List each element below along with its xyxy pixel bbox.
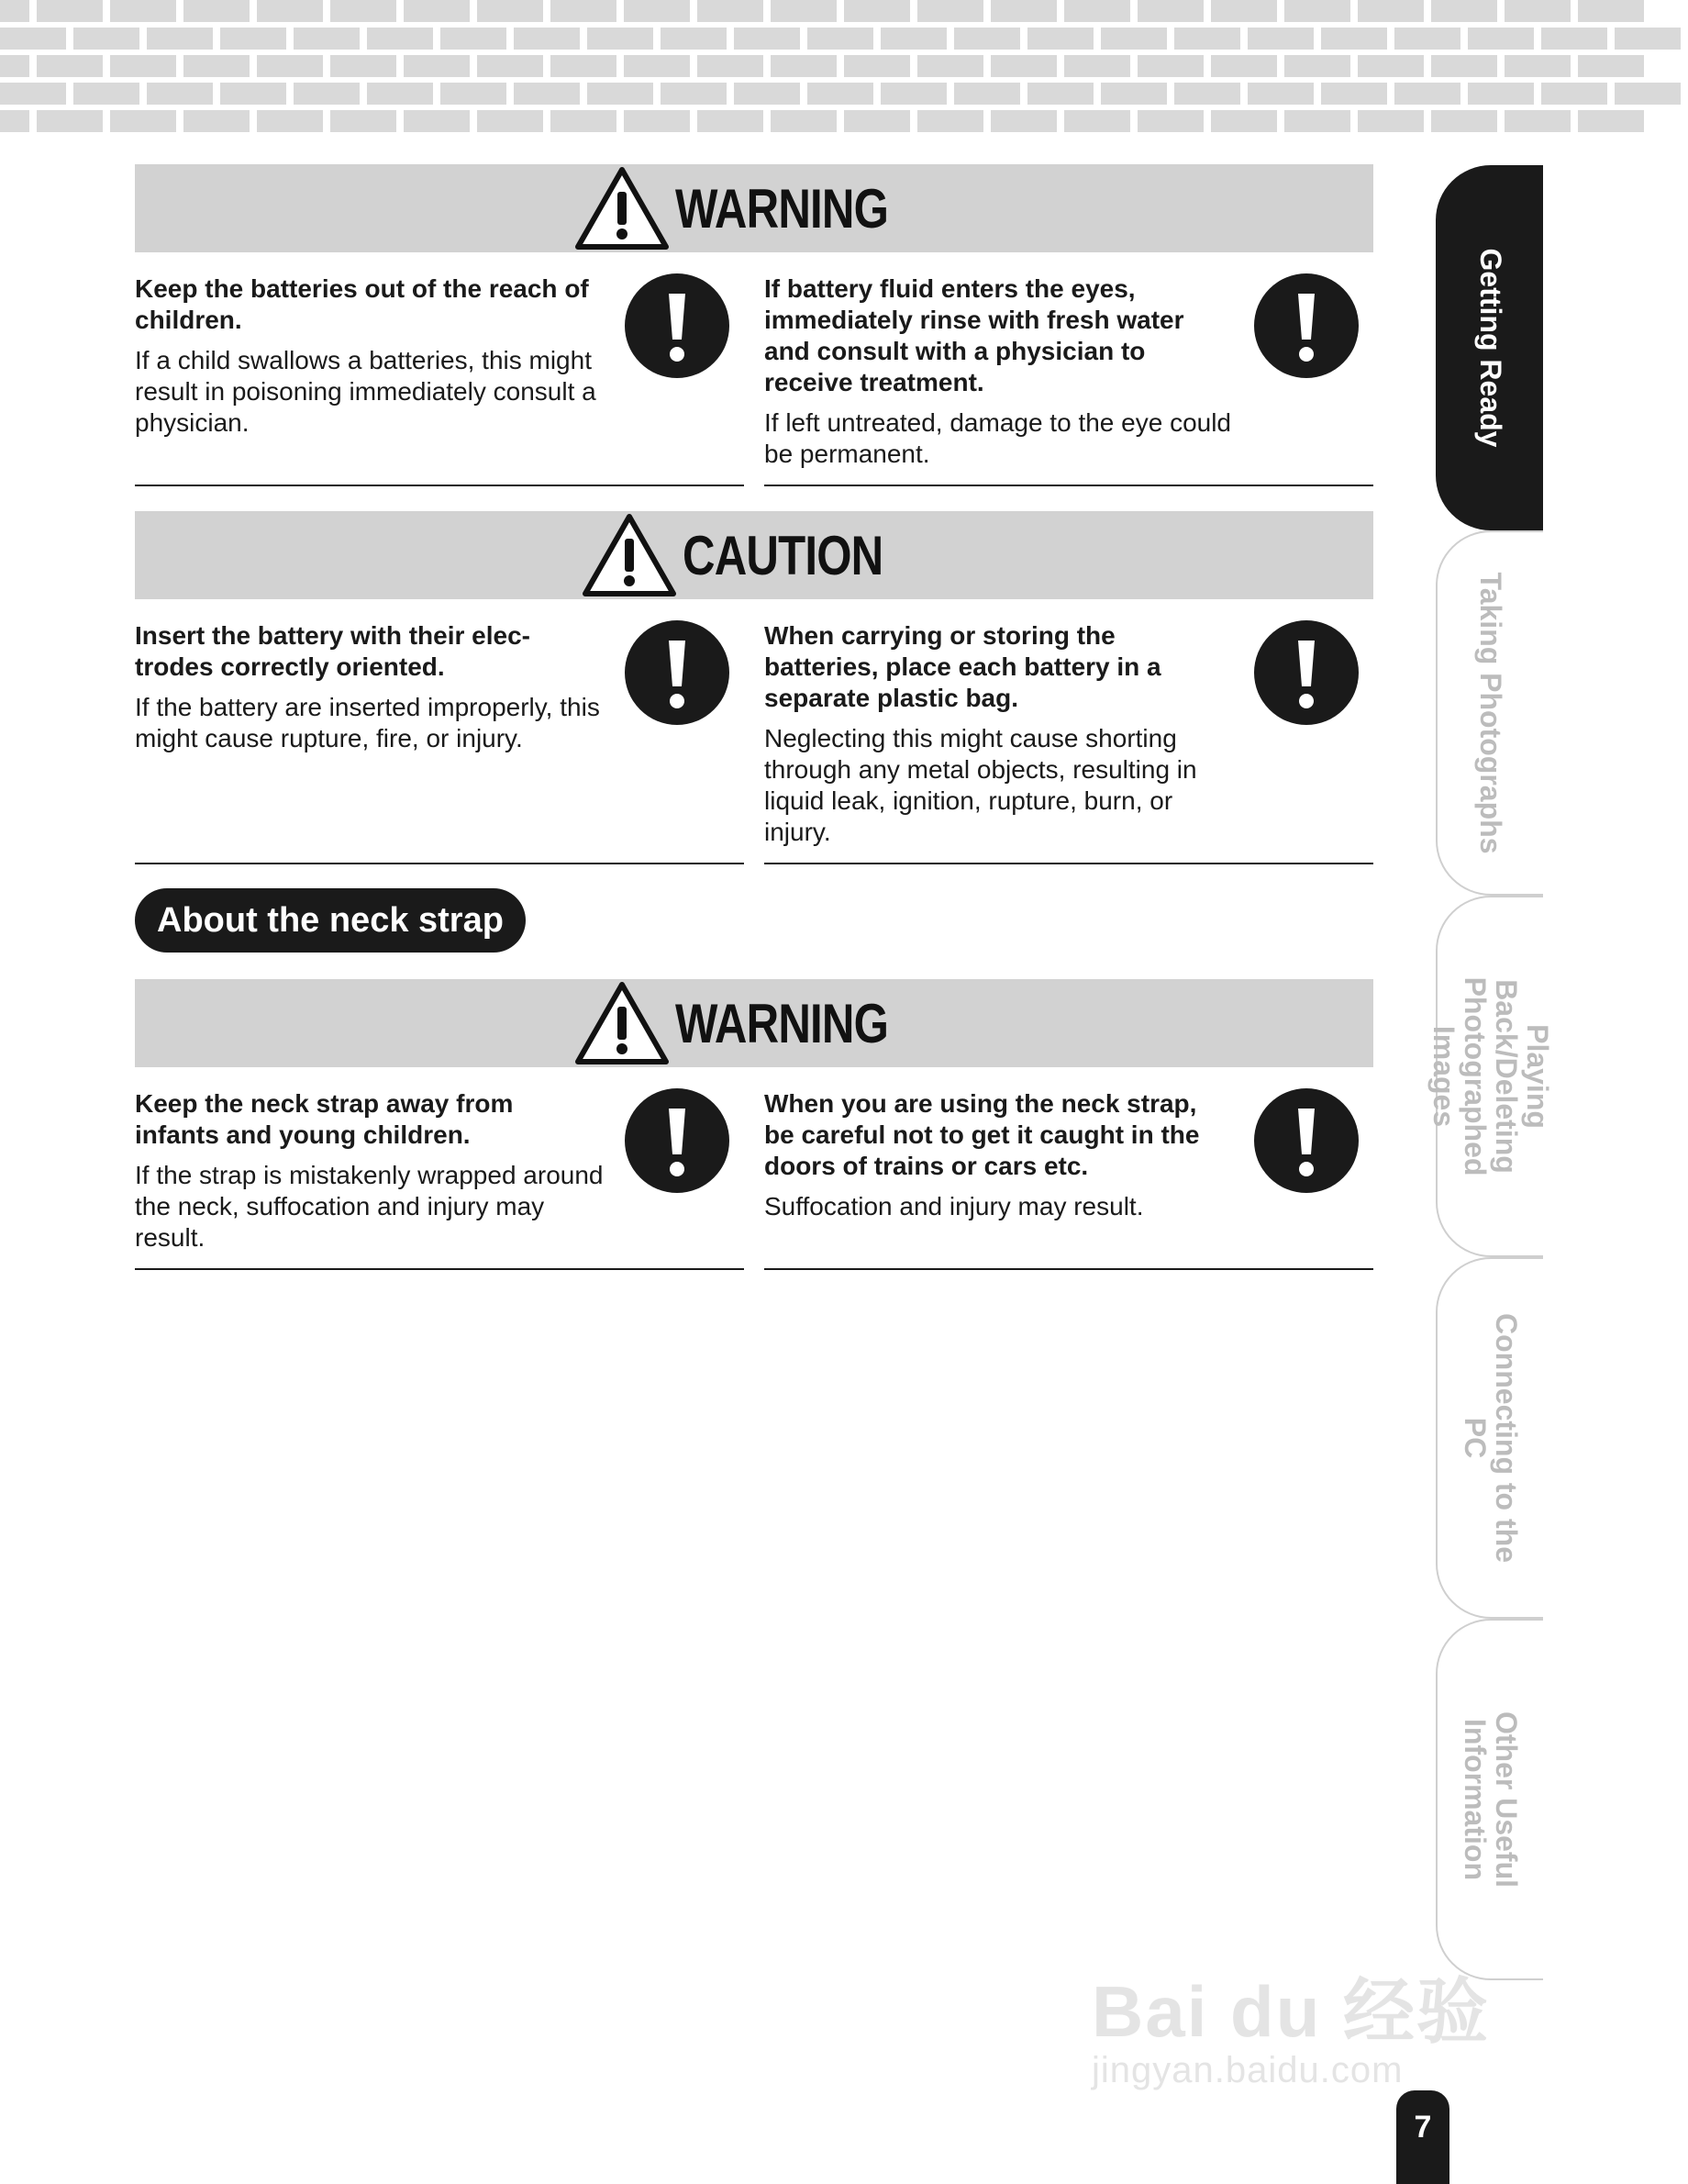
brick [367, 83, 433, 105]
item-body: If the battery are inserted improperly, this might cause rupture, fire, or injury. [135, 693, 600, 752]
brick [0, 110, 29, 132]
brick [257, 110, 323, 132]
tab-label: Connecting to the PC [1458, 1313, 1523, 1563]
tab-connecting-to-pc[interactable] [1436, 1257, 1543, 1619]
brick [404, 55, 470, 77]
brick [1431, 55, 1497, 77]
brick [110, 110, 176, 132]
brick [1615, 83, 1681, 105]
brick [404, 0, 470, 22]
brick [1101, 83, 1167, 105]
brick [1284, 110, 1350, 132]
brick [110, 0, 176, 22]
brick [624, 110, 690, 132]
brick [587, 28, 653, 50]
brick [1578, 55, 1644, 77]
brick [587, 83, 653, 105]
brick [1394, 28, 1460, 50]
tab-label: Getting Ready [1473, 248, 1507, 448]
brick [1138, 55, 1204, 77]
brick [183, 110, 250, 132]
brick [477, 0, 543, 22]
brick [294, 28, 360, 50]
item-heading: Insert the battery with their elec- trodes correctly oriented. [135, 621, 530, 681]
tab-label: Other Useful Information [1458, 1710, 1523, 1889]
brick [183, 0, 250, 22]
mandatory-action-icon [1254, 620, 1359, 725]
mandatory-action-icon [625, 1088, 729, 1193]
brick-pattern-header [0, 0, 1541, 134]
brick [881, 28, 947, 50]
neck-strap-subheading: About the neck strap [135, 888, 526, 953]
brick [220, 83, 286, 105]
item-heading: Keep the neck strap away from infants and young children. [135, 1089, 514, 1149]
brick [110, 55, 176, 77]
brick [1248, 28, 1314, 50]
brick [37, 55, 103, 77]
mandatory-action-icon [625, 620, 729, 725]
brick [917, 110, 983, 132]
brick [991, 110, 1057, 132]
brick [1431, 110, 1497, 132]
brick [624, 0, 690, 22]
brick [1138, 110, 1204, 132]
brick [0, 55, 29, 77]
banner-title: CAUTION [682, 524, 883, 586]
item-body: If the strap is mistakenly wrapped around the neck, suffocation and injury may result. [135, 1161, 604, 1252]
banner-title: WARNING [674, 177, 888, 240]
brick [771, 0, 837, 22]
brick [257, 55, 323, 77]
item-body: If left untreated, damage to the eye could be permanent. [764, 408, 1232, 468]
brick [1101, 28, 1167, 50]
brick [550, 0, 616, 22]
brick [1321, 28, 1387, 50]
mandatory-action-icon [1254, 1088, 1359, 1193]
brick [37, 110, 103, 132]
brick [1211, 55, 1277, 77]
warning-item [764, 273, 1373, 486]
brick [330, 55, 396, 77]
brick [807, 28, 873, 50]
brick [294, 83, 360, 105]
brick [1064, 110, 1130, 132]
item-body: If a child swallows a batteries, this might result in poisoning immediately consult a physician. [135, 346, 596, 437]
warning-triangle-icon [574, 166, 670, 251]
brick [37, 0, 103, 22]
item-heading: When you are using the neck strap, be careful not to get it caught in the doors of trains or cars etc. [764, 1089, 1200, 1180]
baidu-watermark [1092, 1955, 1490, 2091]
brick [807, 83, 873, 105]
brick [1211, 0, 1277, 22]
caution-item [764, 620, 1373, 864]
brick [881, 83, 947, 105]
brick [440, 28, 506, 50]
brick [1064, 55, 1130, 77]
warning-item [135, 1088, 744, 1270]
brick [624, 55, 690, 77]
brick [1138, 0, 1204, 22]
watermark-sub: jingyan.baidu.com [1092, 2050, 1404, 2090]
brick [183, 55, 250, 77]
brick [1284, 55, 1350, 77]
brick [1358, 55, 1424, 77]
caution-triangle-icon [582, 513, 677, 597]
brick [734, 83, 800, 105]
brick [0, 28, 66, 50]
brick [771, 55, 837, 77]
brick [0, 0, 29, 22]
brick [220, 28, 286, 50]
brick [844, 55, 910, 77]
tab-label: Taking Photographs [1473, 572, 1507, 854]
brick [734, 28, 800, 50]
tab-other-useful-information[interactable] [1436, 1619, 1543, 1980]
brick [1505, 0, 1571, 22]
brick [367, 28, 433, 50]
brick [1468, 28, 1534, 50]
brick [1394, 83, 1460, 105]
brick [514, 83, 580, 105]
caution-banner [135, 511, 1373, 599]
brick [697, 0, 763, 22]
brick [661, 28, 727, 50]
mandatory-action-icon [1254, 273, 1359, 378]
brick [477, 55, 543, 77]
brick [844, 0, 910, 22]
brick [1027, 28, 1094, 50]
brick [1578, 110, 1644, 132]
brick [917, 55, 983, 77]
mandatory-action-icon [625, 273, 729, 378]
brick [1027, 83, 1094, 105]
brick [330, 110, 396, 132]
item-body: Neglecting this might cause shorting through any metal objects, resulting in liquid leak, ignition, rupture, burn, or injury. [764, 724, 1197, 846]
brick [954, 83, 1020, 105]
brick [73, 83, 139, 105]
warning-triangle-icon [574, 981, 670, 1065]
item-body: Suffocation and injury may result. [764, 1192, 1144, 1220]
brick [1541, 83, 1607, 105]
brick [1505, 55, 1571, 77]
brick [73, 28, 139, 50]
brick [550, 110, 616, 132]
brick [1358, 110, 1424, 132]
brick [440, 83, 506, 105]
warning-banner [135, 979, 1373, 1067]
item-heading: Keep the batteries out of the reach of children. [135, 274, 589, 334]
brick [147, 83, 213, 105]
brick [1358, 0, 1424, 22]
tab-playing-back-deleting[interactable] [1427, 896, 1554, 1257]
brick [1578, 0, 1644, 22]
brick [1248, 83, 1314, 105]
caution-item [135, 620, 744, 864]
brick [991, 55, 1057, 77]
brick [550, 55, 616, 77]
brick [1468, 83, 1534, 105]
tab-taking-photographs[interactable] [1436, 530, 1543, 896]
brick [257, 0, 323, 22]
warning-item [135, 273, 744, 486]
page-number: 7 [1396, 2090, 1449, 2184]
brick [1174, 83, 1240, 105]
brick [697, 55, 763, 77]
brick [1431, 0, 1497, 22]
banner-title: WARNING [674, 992, 888, 1054]
watermark-main: Bai du 经验 [1092, 1971, 1491, 2052]
brick [954, 28, 1020, 50]
tab-getting-ready[interactable] [1436, 165, 1543, 530]
brick [1321, 83, 1387, 105]
tab-label: Playing Back/Deleting Photographed Images [1427, 976, 1554, 1176]
brick [697, 110, 763, 132]
brick [1615, 28, 1681, 50]
brick [917, 0, 983, 22]
brick [771, 110, 837, 132]
brick [477, 110, 543, 132]
item-heading: When carrying or storing the batteries, place each battery in a separate plastic bag. [764, 621, 1161, 712]
brick [844, 110, 910, 132]
brick [330, 0, 396, 22]
brick [0, 83, 66, 105]
brick [661, 83, 727, 105]
brick [1284, 0, 1350, 22]
item-heading: If battery fluid enters the eyes, immediately rinse with fresh water and consult with a physician to receive treatment. [764, 274, 1184, 396]
warning-banner [135, 164, 1373, 252]
brick [1505, 110, 1571, 132]
brick [404, 110, 470, 132]
brick [1064, 0, 1130, 22]
brick [1211, 110, 1277, 132]
warning-item [764, 1088, 1373, 1270]
brick [991, 0, 1057, 22]
brick [514, 28, 580, 50]
brick [147, 28, 213, 50]
brick [1541, 28, 1607, 50]
brick [1174, 28, 1240, 50]
